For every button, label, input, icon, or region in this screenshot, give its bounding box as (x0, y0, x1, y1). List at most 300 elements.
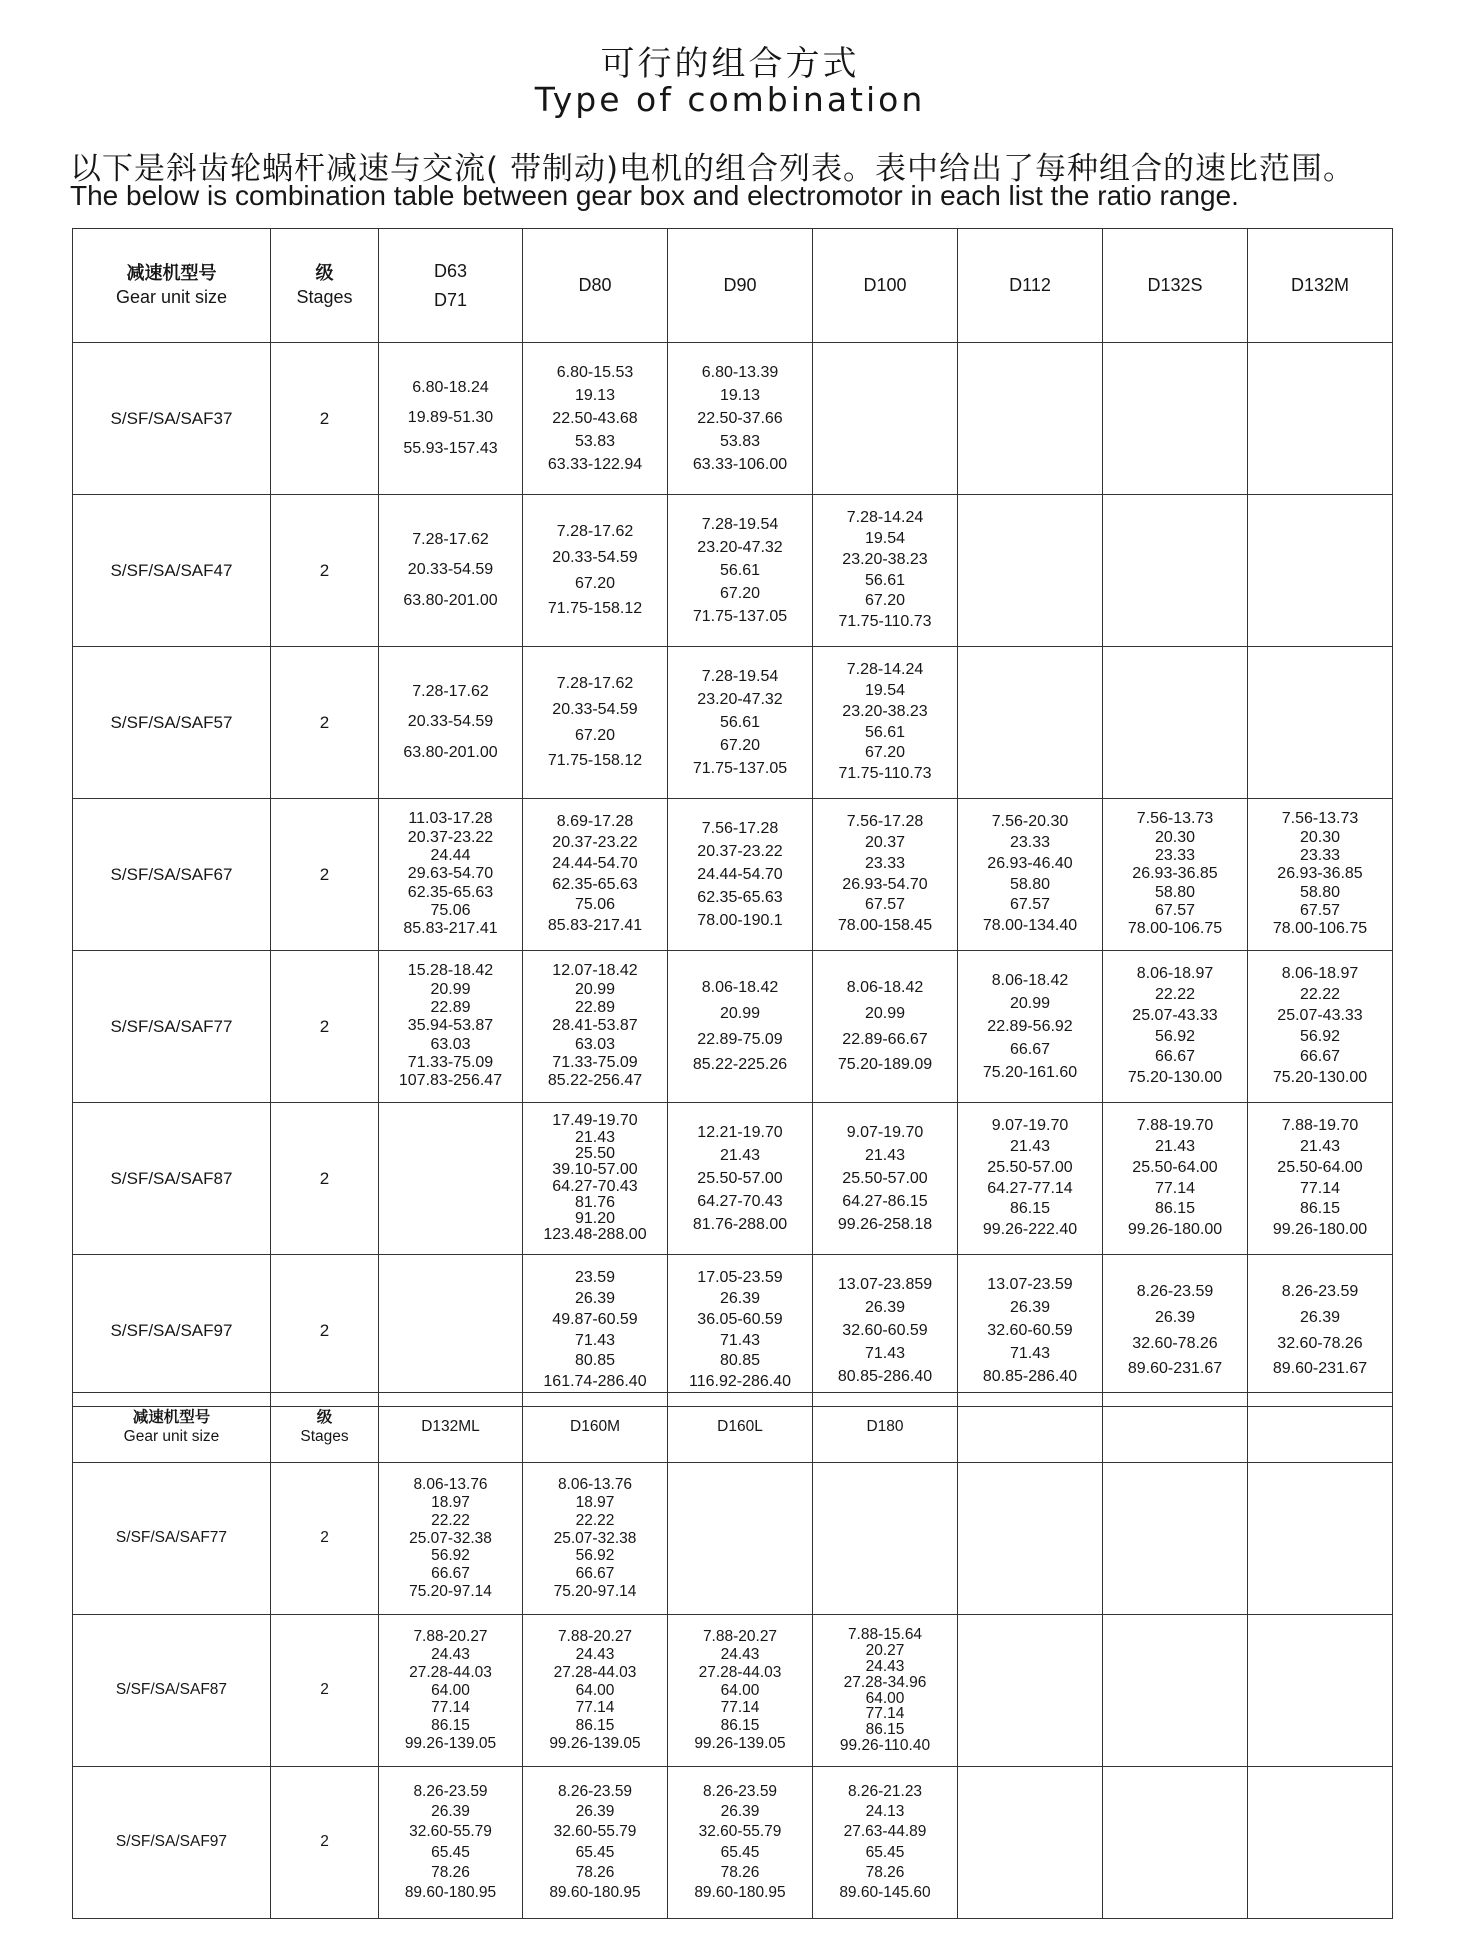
header-motor-5 (958, 1393, 1103, 1463)
table-row (73, 1615, 1393, 1767)
ratio-value: 78.26 (431, 1863, 470, 1881)
ratio-value: 7.56-17.28 (846, 813, 924, 831)
stages-cell: 2 (271, 799, 379, 951)
ratio-value: 161.74-286.40 (543, 1373, 647, 1391)
ratio-value: 58.80 (1009, 875, 1051, 893)
ratio-value: 21.43 (1009, 1137, 1051, 1155)
ratio-value: 9.07-19.70 (846, 1123, 924, 1141)
ratio-range-cell (813, 1463, 958, 1615)
ratio-value: 21.43 (1299, 1137, 1341, 1155)
table-header-row (73, 1393, 1393, 1463)
ratio-value: 22.22 (1299, 985, 1341, 1003)
ratio-range-cell (379, 1463, 523, 1615)
ratio-range-cell (523, 1463, 668, 1615)
ratio-value: 18.97 (575, 1493, 615, 1511)
ratio-range-cell (813, 1767, 958, 1919)
ratio-value: 32.60-60.59 (987, 1321, 1073, 1339)
gear-unit-size-cell: S/SF/SA/SAF87 (73, 1615, 271, 1767)
ratio-value: 27.63-44.89 (843, 1823, 927, 1841)
ratio-value: 25.50-64.00 (1132, 1158, 1218, 1176)
gear-unit-size-cell: S/SF/SA/SAF87 (73, 1103, 271, 1255)
ratio-value: 56.92 (575, 1547, 615, 1565)
header-label-en: Gear unit size (115, 286, 228, 307)
ratio-value: 86.15 (720, 1717, 760, 1735)
ratio-value: 23.33 (1154, 846, 1196, 864)
ratio-value: 80.85-286.40 (837, 1368, 933, 1386)
ratio-value: 19.13 (574, 386, 616, 404)
ratio-value: 39.10-57.00 (552, 1161, 638, 1179)
ratio-value: 24.13 (865, 1803, 905, 1821)
ratio-value: 22.89 (574, 998, 616, 1016)
ratio-value: 7.56-17.28 (701, 819, 779, 837)
gear-unit-size-cell: S/SF/SA/SAF97 (73, 1767, 271, 1919)
ratio-range-cell (1103, 1463, 1248, 1615)
ratio-value: 22.22 (1154, 985, 1196, 1003)
ratio-value: 24.43 (720, 1645, 760, 1663)
ratio-range-cell (523, 343, 668, 495)
ratio-range-cell (958, 951, 1103, 1103)
ratio-value: 67.20 (719, 737, 761, 755)
ratio-value: 24.43 (575, 1645, 615, 1663)
ratio-value: 64.27-70.43 (552, 1177, 638, 1195)
ratio-value: 75.20-189.09 (837, 1056, 933, 1074)
header-motor-7 (1248, 1393, 1393, 1463)
ratio-range-cell (813, 647, 958, 799)
ratio-value: 26.39 (1299, 1308, 1341, 1326)
ratio-value: 78.26 (865, 1863, 905, 1881)
ratio-value: 86.15 (1299, 1200, 1341, 1218)
ratio-value: 99.26-258.18 (837, 1216, 933, 1234)
ratio-range-cell (1103, 799, 1248, 951)
ratio-value: 58.80 (1299, 883, 1341, 901)
ratio-value: 27.28-44.03 (409, 1663, 492, 1681)
ratio-value: 27.28-44.03 (553, 1663, 637, 1681)
ratio-value: 75.20-97.14 (553, 1583, 637, 1601)
ratio-value: 21.43 (864, 1146, 906, 1164)
ratio-range-cell (668, 1615, 813, 1767)
ratio-range-cell (958, 343, 1103, 495)
ratio-value: 71.43 (719, 1331, 761, 1349)
ratio-value: 91.20 (574, 1210, 616, 1228)
ratio-value: 29.63-54.70 (407, 865, 494, 883)
ratio-value: 67.57 (1009, 896, 1051, 914)
ratio-value: 20.37-23.22 (407, 828, 494, 846)
ratio-value: 24.44-54.70 (552, 854, 638, 872)
table-row (73, 495, 1393, 647)
table-row (73, 1463, 1393, 1615)
ratio-range-cell (958, 647, 1103, 799)
table-row (73, 647, 1393, 799)
ratio-range-cell (1103, 1255, 1248, 1407)
ratio-value: 8.26-23.59 (413, 1783, 488, 1801)
ratio-value: 26.39 (575, 1803, 615, 1821)
ratio-value: 7.28-17.62 (412, 530, 489, 548)
ratio-value: 81.76 (574, 1193, 616, 1211)
ratio-value: 20.33-54.59 (552, 548, 638, 566)
ratio-range-cell (1248, 1255, 1393, 1407)
ratio-value: 20.37-23.22 (697, 842, 783, 860)
ratio-value: 86.15 (431, 1717, 470, 1735)
ratio-range-cell (1248, 1463, 1393, 1615)
ratio-value: 8.06-18.97 (1281, 965, 1359, 983)
ratio-range-cell (813, 951, 958, 1103)
ratio-value: 13.07-23.59 (987, 1275, 1073, 1293)
stages-cell: 2 (271, 343, 379, 495)
ratio-range-cell (1103, 1615, 1248, 1767)
ratio-value: 56.61 (719, 561, 761, 579)
ratio-range-cell (379, 1615, 523, 1767)
ratio-value: 12.07-18.42 (552, 962, 638, 980)
ratio-range-cell (379, 495, 523, 647)
ratio-value: 26.93-54.70 (842, 875, 928, 893)
ratio-value: 75.20-130.00 (1272, 1069, 1368, 1087)
ratio-range-cell (523, 1615, 668, 1767)
ratio-value: 22.89-75.09 (697, 1030, 783, 1048)
ratio-value: 75.20-161.60 (982, 1064, 1078, 1082)
ratio-range-cell (958, 1103, 1103, 1255)
ratio-value: 23.33 (1009, 833, 1051, 851)
ratio-value: 86.15 (1154, 1200, 1196, 1218)
ratio-value: 86.15 (1009, 1200, 1051, 1218)
ratio-value: 66.67 (1009, 1041, 1051, 1059)
ratio-range-cell (379, 343, 523, 495)
header-motor-3: D160L (668, 1393, 813, 1463)
ratio-value: 56.92 (1299, 1027, 1341, 1045)
ratio-value: 28.41-53.87 (552, 1017, 638, 1035)
ratio-value: 24.44 (430, 846, 471, 864)
ratio-value: 65.45 (865, 1843, 905, 1861)
ratio-value: 8.06-18.42 (701, 979, 779, 997)
ratio-value: 64.00 (865, 1689, 905, 1707)
ratio-range-cell (523, 1255, 668, 1407)
header-motor-6 (1103, 1393, 1248, 1463)
ratio-value: 18.97 (431, 1493, 470, 1511)
ratio-range-cell (379, 1255, 523, 1407)
ratio-range-cell (1103, 951, 1248, 1103)
ratio-value: 7.88-19.70 (1281, 1117, 1359, 1135)
ratio-value: 85.22-225.26 (692, 1056, 788, 1074)
ratio-value: 32.60-78.26 (1132, 1334, 1218, 1352)
ratio-value: 63.03 (574, 1035, 616, 1053)
ratio-value: 78.00-106.75 (1272, 920, 1368, 938)
ratio-range-cell (668, 1767, 813, 1919)
ratio-value: 23.20-38.23 (842, 550, 928, 568)
ratio-range-cell (1103, 647, 1248, 799)
ratio-range-cell (668, 1103, 813, 1255)
ratio-value: 99.26-139.05 (694, 1735, 786, 1753)
ratio-range-cell (813, 1103, 958, 1255)
header-motor-6: D132S (1103, 229, 1248, 343)
ratio-value: 15.28-18.42 (407, 962, 494, 980)
ratio-value: 78.26 (720, 1863, 760, 1881)
ratio-value: 63.33-106.00 (692, 456, 788, 474)
ratio-value: 8.26-23.59 (1281, 1283, 1359, 1301)
ratio-value: 22.50-43.68 (552, 409, 638, 427)
ratio-value: 25.07-32.38 (553, 1529, 637, 1547)
ratio-range-cell (958, 495, 1103, 647)
gear-unit-size-cell: S/SF/SA/SAF77 (73, 1463, 271, 1615)
ratio-value: 22.89-56.92 (987, 1017, 1073, 1035)
header-label-cn: 级 (315, 263, 334, 284)
stages-cell: 2 (271, 1103, 379, 1255)
ratio-range-cell (958, 799, 1103, 951)
ratio-value: 63.03 (430, 1035, 471, 1053)
ratio-value: 64.27-70.43 (697, 1193, 783, 1211)
ratio-value: 75.06 (430, 902, 471, 920)
ratio-value: 7.88-15.64 (847, 1626, 923, 1644)
header-motor-2: D160M (523, 1393, 668, 1463)
combination-table-1 (72, 228, 1393, 1407)
ratio-value: 123.48-288.00 (543, 1226, 647, 1244)
gear-unit-size-cell: S/SF/SA/SAF97 (73, 1255, 271, 1407)
ratio-range-cell (813, 1255, 958, 1407)
ratio-value: 26.39 (864, 1298, 906, 1316)
ratio-value: 9.07-19.70 (991, 1117, 1069, 1135)
gear-unit-size-cell: S/SF/SA/SAF37 (73, 343, 271, 495)
ratio-value: 7.28-19.54 (701, 515, 779, 533)
ratio-range-cell (813, 495, 958, 647)
ratio-range-cell (379, 799, 523, 951)
ratio-value: 67.20 (864, 744, 906, 762)
ratio-value: 27.28-34.96 (843, 1673, 927, 1691)
ratio-range-cell (958, 1255, 1103, 1407)
gear-unit-size-cell: S/SF/SA/SAF47 (73, 495, 271, 647)
ratio-value: 65.45 (720, 1843, 760, 1861)
ratio-value: 7.56-20.30 (991, 813, 1069, 831)
stages-cell: 2 (271, 1255, 379, 1407)
ratio-value: 8.26-23.59 (1136, 1283, 1214, 1301)
header-motor-4: D100 (813, 229, 958, 343)
gear-unit-size-cell: S/SF/SA/SAF57 (73, 647, 271, 799)
ratio-value: 19.13 (719, 386, 761, 404)
ratio-value: 63.33-122.94 (547, 456, 643, 474)
ratio-value: 71.33-75.09 (407, 1054, 494, 1072)
gear-unit-size-cell: S/SF/SA/SAF67 (73, 799, 271, 951)
ratio-value: 20.33-54.59 (407, 561, 494, 579)
ratio-value: 65.45 (575, 1843, 615, 1861)
header-label-cn: 减速机型号 (132, 1408, 211, 1426)
ratio-value: 56.92 (1154, 1027, 1196, 1045)
ratio-value: 71.75-137.05 (692, 760, 788, 778)
header-motor-2: D80 (523, 229, 668, 343)
ratio-range-cell (813, 1615, 958, 1767)
ratio-value: 67.20 (574, 726, 616, 744)
ratio-value: 66.67 (1154, 1048, 1196, 1066)
ratio-value: 77.14 (575, 1699, 615, 1717)
stages-cell: 2 (271, 1767, 379, 1919)
ratio-range-cell (523, 495, 668, 647)
ratio-value: 12.21-19.70 (697, 1123, 783, 1141)
ratio-value: 26.93-46.40 (987, 854, 1073, 872)
ratio-value: 64.00 (575, 1681, 615, 1699)
ratio-range-cell (379, 951, 523, 1103)
ratio-value: 64.27-77.14 (987, 1179, 1073, 1197)
header-gear-unit-size (73, 1393, 271, 1463)
ratio-value: 71.75-110.73 (838, 765, 932, 783)
ratio-value: 71.43 (574, 1331, 616, 1349)
table-row (73, 1255, 1393, 1407)
ratio-value: 78.26 (575, 1863, 615, 1881)
ratio-value: 78.00-106.75 (1127, 920, 1223, 938)
ratio-value: 66.67 (1299, 1048, 1341, 1066)
gear-unit-size-cell: S/SF/SA/SAF77 (73, 951, 271, 1103)
ratio-value: 25.07-32.38 (409, 1529, 492, 1547)
ratio-value: 67.57 (864, 896, 906, 914)
ratio-value: 20.99 (864, 1004, 906, 1022)
ratio-range-cell (668, 647, 813, 799)
ratio-value: 8.69-17.28 (556, 813, 634, 831)
ratio-value: 64.00 (720, 1681, 760, 1699)
header-stages (271, 1393, 379, 1463)
ratio-range-cell (523, 1103, 668, 1255)
ratio-range-cell (813, 799, 958, 951)
ratio-range-cell (668, 1463, 813, 1615)
ratio-value: 20.33-54.59 (552, 700, 638, 718)
ratio-value: 63.80-201.00 (403, 591, 498, 609)
ratio-range-cell (379, 1767, 523, 1919)
ratio-value: 99.26-139.05 (404, 1735, 497, 1753)
ratio-value: 64.00 (431, 1681, 470, 1699)
ratio-range-cell (379, 647, 523, 799)
intro-text-cn: 以下是斜齿轮蜗杆减速与交流( 带制动)电机的组合列表。表中给出了每种组合的速比范围。 (70, 151, 1356, 187)
ratio-range-cell (1248, 343, 1393, 495)
ratio-value: 11.03-17.28 (408, 810, 493, 828)
ratio-value: 86.15 (575, 1717, 615, 1735)
ratio-value: 23.33 (1299, 846, 1341, 864)
ratio-value: 22.22 (431, 1511, 470, 1529)
header-gear-unit-size (73, 229, 271, 343)
ratio-value: 26.39 (431, 1803, 470, 1821)
ratio-value: 71.33-75.09 (552, 1054, 638, 1072)
ratio-value: 22.89-66.67 (842, 1030, 928, 1048)
ratio-value: 89.60-180.95 (549, 1883, 641, 1901)
ratio-value: 89.60-231.67 (1127, 1360, 1223, 1378)
ratio-value: 19.54 (864, 681, 906, 699)
ratio-value: 23.20-47.32 (697, 690, 783, 708)
ratio-value: 71.75-110.73 (838, 613, 932, 631)
ratio-value: 20.30 (1299, 828, 1341, 846)
ratio-value: 23.20-38.23 (842, 702, 928, 720)
ratio-value: 26.93-36.85 (1132, 865, 1218, 883)
ratio-range-cell (1248, 1103, 1393, 1255)
ratio-value: 32.60-78.26 (1277, 1334, 1363, 1352)
ratio-value: 13.07-23.859 (837, 1275, 933, 1293)
ratio-value: 27.28-44.03 (698, 1663, 782, 1681)
ratio-value: 67.20 (864, 592, 906, 610)
ratio-value: 23.33 (864, 854, 906, 872)
table-header-row (73, 229, 1393, 343)
header-label-en: Stages (296, 286, 353, 307)
header-motor-4: D180 (813, 1393, 958, 1463)
ratio-value: 99.26-180.00 (1272, 1221, 1368, 1239)
stages-cell: 2 (271, 1463, 379, 1615)
header-stages (271, 229, 379, 343)
ratio-value: 20.99 (430, 980, 471, 998)
ratio-value: 66.67 (575, 1565, 615, 1583)
ratio-range-cell (668, 495, 813, 647)
ratio-value: 62.35-65.63 (697, 889, 783, 907)
ratio-value: 24.43 (865, 1657, 905, 1675)
ratio-value: 80.85 (719, 1352, 761, 1370)
ratio-value: 71.43 (1009, 1345, 1051, 1363)
ratio-value: 67.57 (1299, 902, 1341, 920)
ratio-range-cell (668, 799, 813, 951)
ratio-value: 71.75-137.05 (692, 608, 788, 626)
ratio-value: 77.14 (865, 1705, 905, 1723)
ratio-value: 85.22-256.47 (547, 1072, 643, 1090)
ratio-value: 26.93-36.85 (1277, 865, 1363, 883)
ratio-value: 80.85 (574, 1352, 616, 1370)
ratio-value: 36.05-60.59 (697, 1310, 783, 1328)
ratio-value: 89.60-180.95 (404, 1883, 497, 1901)
ratio-value: 25.50-57.00 (697, 1169, 783, 1187)
ratio-value: 22.89 (430, 998, 471, 1016)
header-motor-5: D112 (958, 229, 1103, 343)
ratio-value: 22.50-37.66 (697, 409, 783, 427)
ratio-value: 32.60-55.79 (553, 1823, 637, 1841)
ratio-value: 80.85-286.40 (982, 1368, 1078, 1386)
ratio-value: 7.28-17.62 (556, 675, 634, 693)
ratio-value: 19.54 (864, 529, 906, 547)
ratio-range-cell (523, 647, 668, 799)
ratio-value: 23.59 (574, 1269, 616, 1287)
ratio-value: 7.28-17.62 (556, 523, 634, 541)
ratio-value: 99.26-139.05 (549, 1735, 641, 1753)
ratio-value: 8.26-21.23 (847, 1783, 923, 1801)
ratio-range-cell (1248, 951, 1393, 1103)
ratio-value: 20.27 (865, 1642, 905, 1660)
ratio-range-cell (1103, 1767, 1248, 1919)
ratio-value: 58.80 (1154, 883, 1196, 901)
ratio-value: 8.06-13.76 (413, 1476, 488, 1494)
ratio-value: 7.88-20.27 (702, 1628, 778, 1646)
ratio-value: 17.49-19.70 (552, 1112, 638, 1130)
ratio-value: 7.88-20.27 (557, 1628, 633, 1646)
ratio-value: 99.26-222.40 (982, 1221, 1078, 1239)
ratio-range-cell (379, 1103, 523, 1255)
ratio-value: 20.37-23.22 (552, 833, 638, 851)
header-label-cn: 级 (316, 1408, 333, 1426)
ratio-value: 24.43 (431, 1645, 470, 1663)
ratio-value: 7.88-20.27 (413, 1628, 488, 1646)
header-motor-1: D132ML (379, 1393, 523, 1463)
header-label-en: Gear unit size (123, 1427, 220, 1445)
ratio-value: 89.60-180.95 (694, 1883, 786, 1901)
combination-table-2 (72, 1392, 1393, 1919)
ratio-value: 7.28-14.24 (846, 509, 924, 527)
ratio-range-cell (523, 799, 668, 951)
ratio-value: 7.88-19.70 (1136, 1117, 1214, 1135)
ratio-value: 66.67 (431, 1565, 470, 1583)
ratio-value: 6.80-13.39 (701, 363, 779, 381)
table-row (73, 951, 1393, 1103)
ratio-value: 89.60-231.67 (1272, 1360, 1368, 1378)
ratio-range-cell (958, 1463, 1103, 1615)
ratio-range-cell (668, 343, 813, 495)
ratio-value: 85.83-217.41 (403, 920, 498, 938)
stages-cell: 2 (271, 1615, 379, 1767)
ratio-value: 64.27-86.15 (842, 1193, 928, 1211)
ratio-value: 75.20-97.14 (409, 1583, 492, 1601)
ratio-value: 26.39 (574, 1289, 616, 1307)
ratio-value: 26.39 (1009, 1298, 1051, 1316)
ratio-value: 32.60-55.79 (698, 1823, 782, 1841)
ratio-value: 20.99 (574, 980, 616, 998)
ratio-value: 55.93-157.43 (403, 439, 498, 457)
table-row (73, 1767, 1393, 1919)
header-motor-1: D63 D71 (379, 229, 523, 343)
ratio-range-cell (1248, 495, 1393, 647)
